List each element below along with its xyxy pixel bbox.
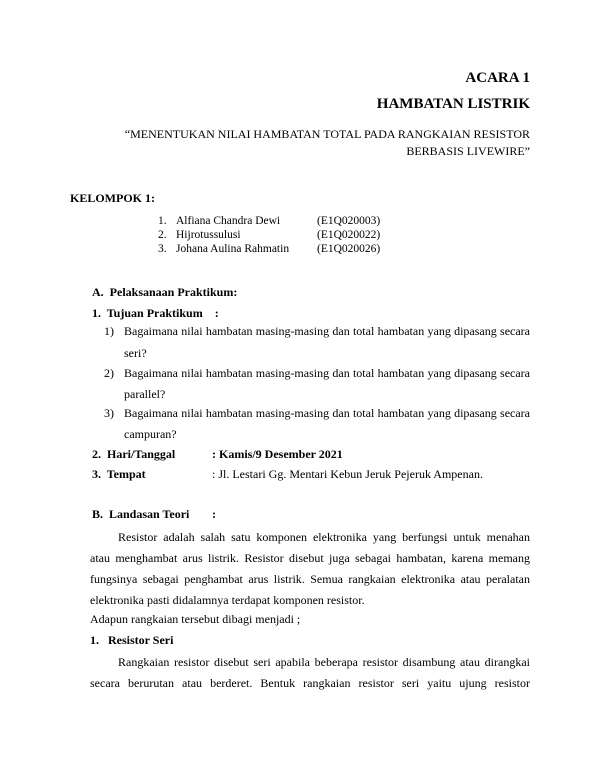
subtitle — [90, 126, 530, 160]
section-b-heading: B. Landasan Teori — [92, 507, 190, 521]
subtitle-line-2: BERBASIS LIVEWIRE” — [406, 144, 530, 158]
acara-label: ACARA 1 — [465, 70, 530, 86]
para3-line-2: secara berurutan atau berderet. Bentuk rangkaian resistor seri yaitu ujung resistor — [90, 676, 530, 690]
member-name: Hijrotussulusi — [176, 229, 241, 241]
subtitle-line-1: “MENENTUKAN NILAI HAMBATAN TOTAL PADA RANGKAIAN RESISTOR — [124, 127, 530, 141]
question-3-line-2: campuran? — [124, 427, 177, 441]
question-1-line-1: Bagaimana nilai hambatan masing-masing dan total hambatan yang dipasang secara — [124, 324, 530, 338]
tempat-label: 3. Tempat — [92, 467, 146, 481]
question-2-line-2: parallel? — [124, 387, 166, 401]
member-name: Alfiana Chandra Dewi — [176, 215, 281, 227]
question-3-number: 3) — [104, 406, 114, 420]
para1-line-3: fungsinya sebagai penghambat arus listrik. Semua rangkaian elektronika atau peralatan — [90, 572, 530, 586]
member-number: 3. — [158, 243, 167, 255]
section-a-heading: A. Pelaksanaan Praktikum: — [92, 285, 238, 299]
member-nim: (E1Q020026) — [317, 243, 381, 255]
page-title: HAMBATAN LISTRIK — [376, 96, 530, 112]
question-3-line-1: Bagaimana nilai hambatan masing-masing dan total hambatan yang dipasang secara — [124, 406, 530, 420]
member-number: 2. — [158, 229, 167, 241]
para3-line-1: Rangkaian resistor disebut seri apabila beberapa resistor disambung atau dirangkai — [118, 655, 530, 669]
question-1-line-2: seri? — [124, 346, 147, 360]
tempat-value: : Jl. Lestari Gg. Mentari Kebun Jeruk Pejeruk Ampenan. — [212, 467, 483, 481]
hari-label: 2. Hari/Tanggal — [92, 447, 176, 461]
member-name: Johana Aulina Rahmatin — [176, 243, 290, 255]
question-2-line-1: Bagaimana nilai hambatan masing-masing dan total hambatan yang dipasang secara — [124, 366, 530, 380]
para1-line-1: Resistor adalah salah satu komponen elektronika yang berfungsi untuk menahan — [118, 530, 530, 544]
sub1-heading: 1. Resistor Seri — [90, 633, 174, 647]
list-item — [0, 215, 600, 230]
hari-value-text: : Kamis/9 Desember 2021 — [212, 447, 343, 461]
section-b-colon: : — [212, 507, 216, 521]
para1-line-4: elektronika pasti didalamnya terdapat komponen resistor. — [90, 593, 365, 607]
member-nim: (E1Q020022) — [317, 229, 381, 241]
member-number: 1. — [158, 215, 167, 227]
list-item — [0, 243, 600, 258]
hari-value — [212, 447, 343, 462]
question-2-number: 2) — [104, 366, 114, 380]
group-label: KELOMPOK 1: — [70, 191, 155, 205]
question-1-number: 1) — [104, 324, 114, 338]
tujuan-label: 1. Tujuan Praktikum : — [92, 306, 219, 320]
para2: Adapun rangkaian tersebut dibagi menjadi ; — [90, 612, 301, 626]
member-nim: (E1Q020003) — [317, 215, 381, 227]
list-item — [0, 229, 600, 244]
para1-line-2: atau menghambat arus listrik. Resistor disebut juga sebagai hambatan, karena memang — [90, 551, 530, 565]
